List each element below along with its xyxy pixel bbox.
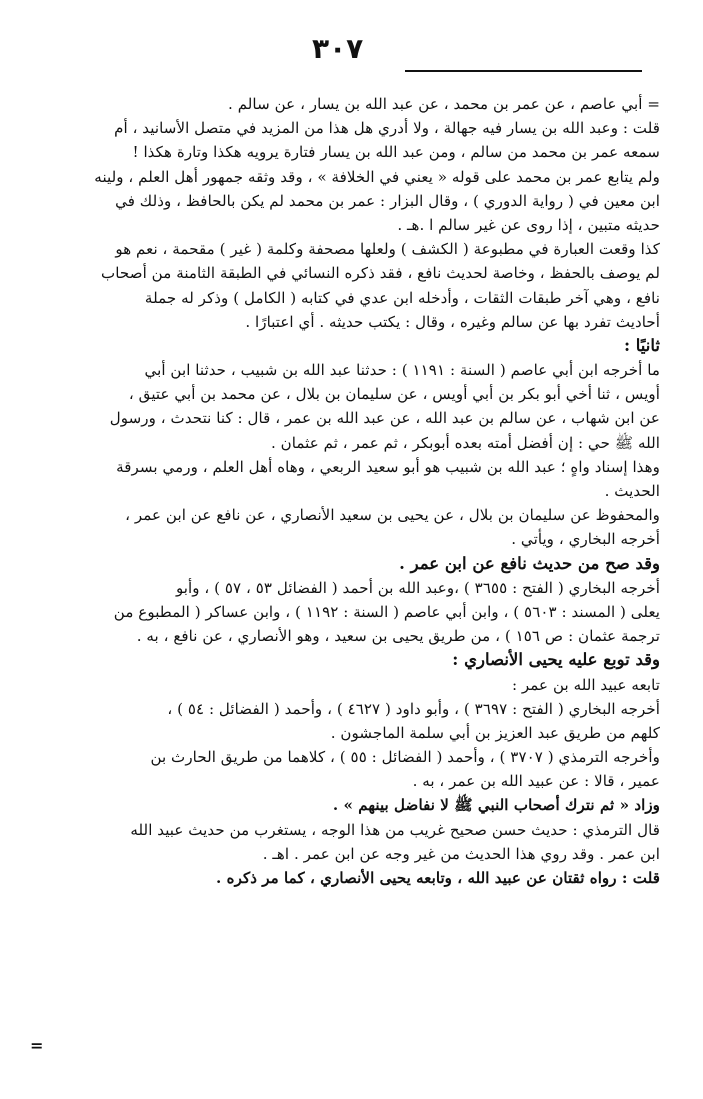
text-line: أحاديث تفرد بها عن سالم وغيره ، وقال : يكتب حديثه . أي اعتبارًا . (245, 312, 660, 331)
text-line: ترجمة عثمان : ص ١٥٦ ) ، من طريق يحيى بن سعيد ، وهو الأنصاري ، عن نافع ، به . (136, 627, 660, 646)
section-heading: وقد صح من حديث نافع عن ابن عمر . (399, 553, 660, 573)
text-line: قال الترمذي : حديث حسن صحيح غريب من هذا الوجه ، يستغرب من حديث عبيد الله (130, 820, 660, 839)
section-heading: ثانيًا : (623, 335, 660, 355)
text-line: نافع ، وهي آخر طبقات الثقات ، وأدخله ابن عدي في كتابه ( الكامل ) وذكر له جملة (144, 288, 660, 307)
text-line: لم يوصف بالحفظ ، وخاصة لحديث نافع ، فقد ذكره النسائي في الطبقة الثامنة من أصحاب (101, 264, 660, 283)
text-line: = أبي عاصم ، عن عمر بن محمد ، عن عبد الله بن يسار ، عن سالم . (228, 95, 660, 113)
text-line: ابن عمر . وقد روي هذا الحديث من غير وجه عن ابن عمر . اهـ . (262, 844, 660, 863)
header-rule (405, 70, 642, 72)
text-line: تابعه عبيد الله بن عمر : (511, 675, 660, 694)
page-body (40, 92, 660, 890)
section-heading: وقد توبع عليه يحيى الأنصاري : (452, 650, 660, 670)
text-line: أخرجه البخاري ، ويأتي . (511, 530, 660, 549)
text-line: ولم يتابع عمر بن محمد على قوله « يعني في الخلافة » ، وقد وثقه جمهور أهل العلم ، ولينه (94, 167, 660, 186)
page-header (300, 32, 645, 82)
text-line: والمحفوظ عن سليمان بن بلال ، عن يحيى بن سعيد الأنصاري ، عن نافع عن ابن عمر ، (125, 506, 660, 525)
text-line: عمير ، قالا : عن عبيد الله بن عمر ، به . (412, 772, 660, 791)
text-line: كذا وقعت العبارة في مطبوعة ( الكشف ) ولعلها مصحفة وكلمة ( غير ) مقحمة ، نعم هو (115, 240, 660, 259)
text-line: وهذا إسناد واهٍ ؛ عبد الله بن شبيب هو أبو سعيد الربعي ، وهاه أهل العلم ، ورمي بسرقة (116, 457, 660, 476)
continuation-mark: = (30, 1036, 44, 1055)
page-number: ٣٠٧ (312, 32, 364, 65)
text-line: أخرجه البخاري ( الفتح : ٣٦٩٧ ) ، وأبو داود ( ٤٦٢٧ ) ، وأحمد ( الفضائل : ٥٤ ) ، (167, 699, 660, 718)
text-line: حديثه متبين ، إذا روى عن غير سالم ا .هـ . (397, 215, 660, 234)
text-line: وأخرجه الترمذي ( ٣٧٠٧ ) ، وأحمد ( الفضائل : ٥٥ ) ، كلاهما من طريق الحارث بن (150, 748, 660, 767)
text-line: يعلى ( المسند : ٥٦٠٣ ) ، وابن أبي عاصم ( السنة : ١١٩٢ ) ، وابن عساكر ( المطبوع من (113, 602, 660, 621)
text-line: الحديث . (604, 482, 660, 500)
text-line: قلت : رواه ثقتان عن عبيد الله ، وتابعه يحيى الأنصاري ، كما مر ذكره . (216, 869, 660, 887)
text-line: وزاد « ثم نترك أصحاب النبي ﷺ لا نفاضل بينهم » . (332, 796, 660, 815)
text-line: سمعه عمر بن محمد من سالم ، ومن عبد الله بن يسار فتارة يرويه هكذا وتارة هكذا ! (132, 143, 660, 162)
text-line: أويس ، ثنا أخي أبو بكر بن أبي أويس ، عن سليمان بن بلال ، عن محمد بن أبي عتيق ، (128, 385, 660, 404)
text-line: الله ﷺ حي : إن أفضل أمته بعده أبوبكر ، ثم عمر ، ثم عثمان . (270, 433, 660, 452)
text-line: كلهم من طريق عبد العزيز بن أبي سلمة الماجشون . (330, 723, 660, 742)
text-line: أخرجه البخاري ( الفتح : ٣٦٥٥ ) ،وعبد الله بن أحمد ( الفضائل ٥٣ ، ٥٧ ) ، وأبو (175, 578, 660, 597)
text-line: قلت : وعبد الله بن يسار فيه جهالة ، ولا أدري هل هذا من المزيد في متصل الأسانيد ، أم (114, 119, 660, 138)
text-line: ابن معين في ( رواية الدوري ) ، وقال البزار : عمر بن محمد لم يكن بالحافظ ، وذلك في (115, 191, 660, 210)
text-line: عن ابن شهاب ، عن سالم بن عبد الله ، عن عبد الله بن عمر ، قال : كنا نتحدث ، ورسول (109, 409, 660, 428)
text-line: ما أخرجه ابن أبي عاصم ( السنة : ١١٩١ ) : حدثنا عبد الله بن شبيب ، حدثنا ابن أبي (144, 361, 660, 380)
